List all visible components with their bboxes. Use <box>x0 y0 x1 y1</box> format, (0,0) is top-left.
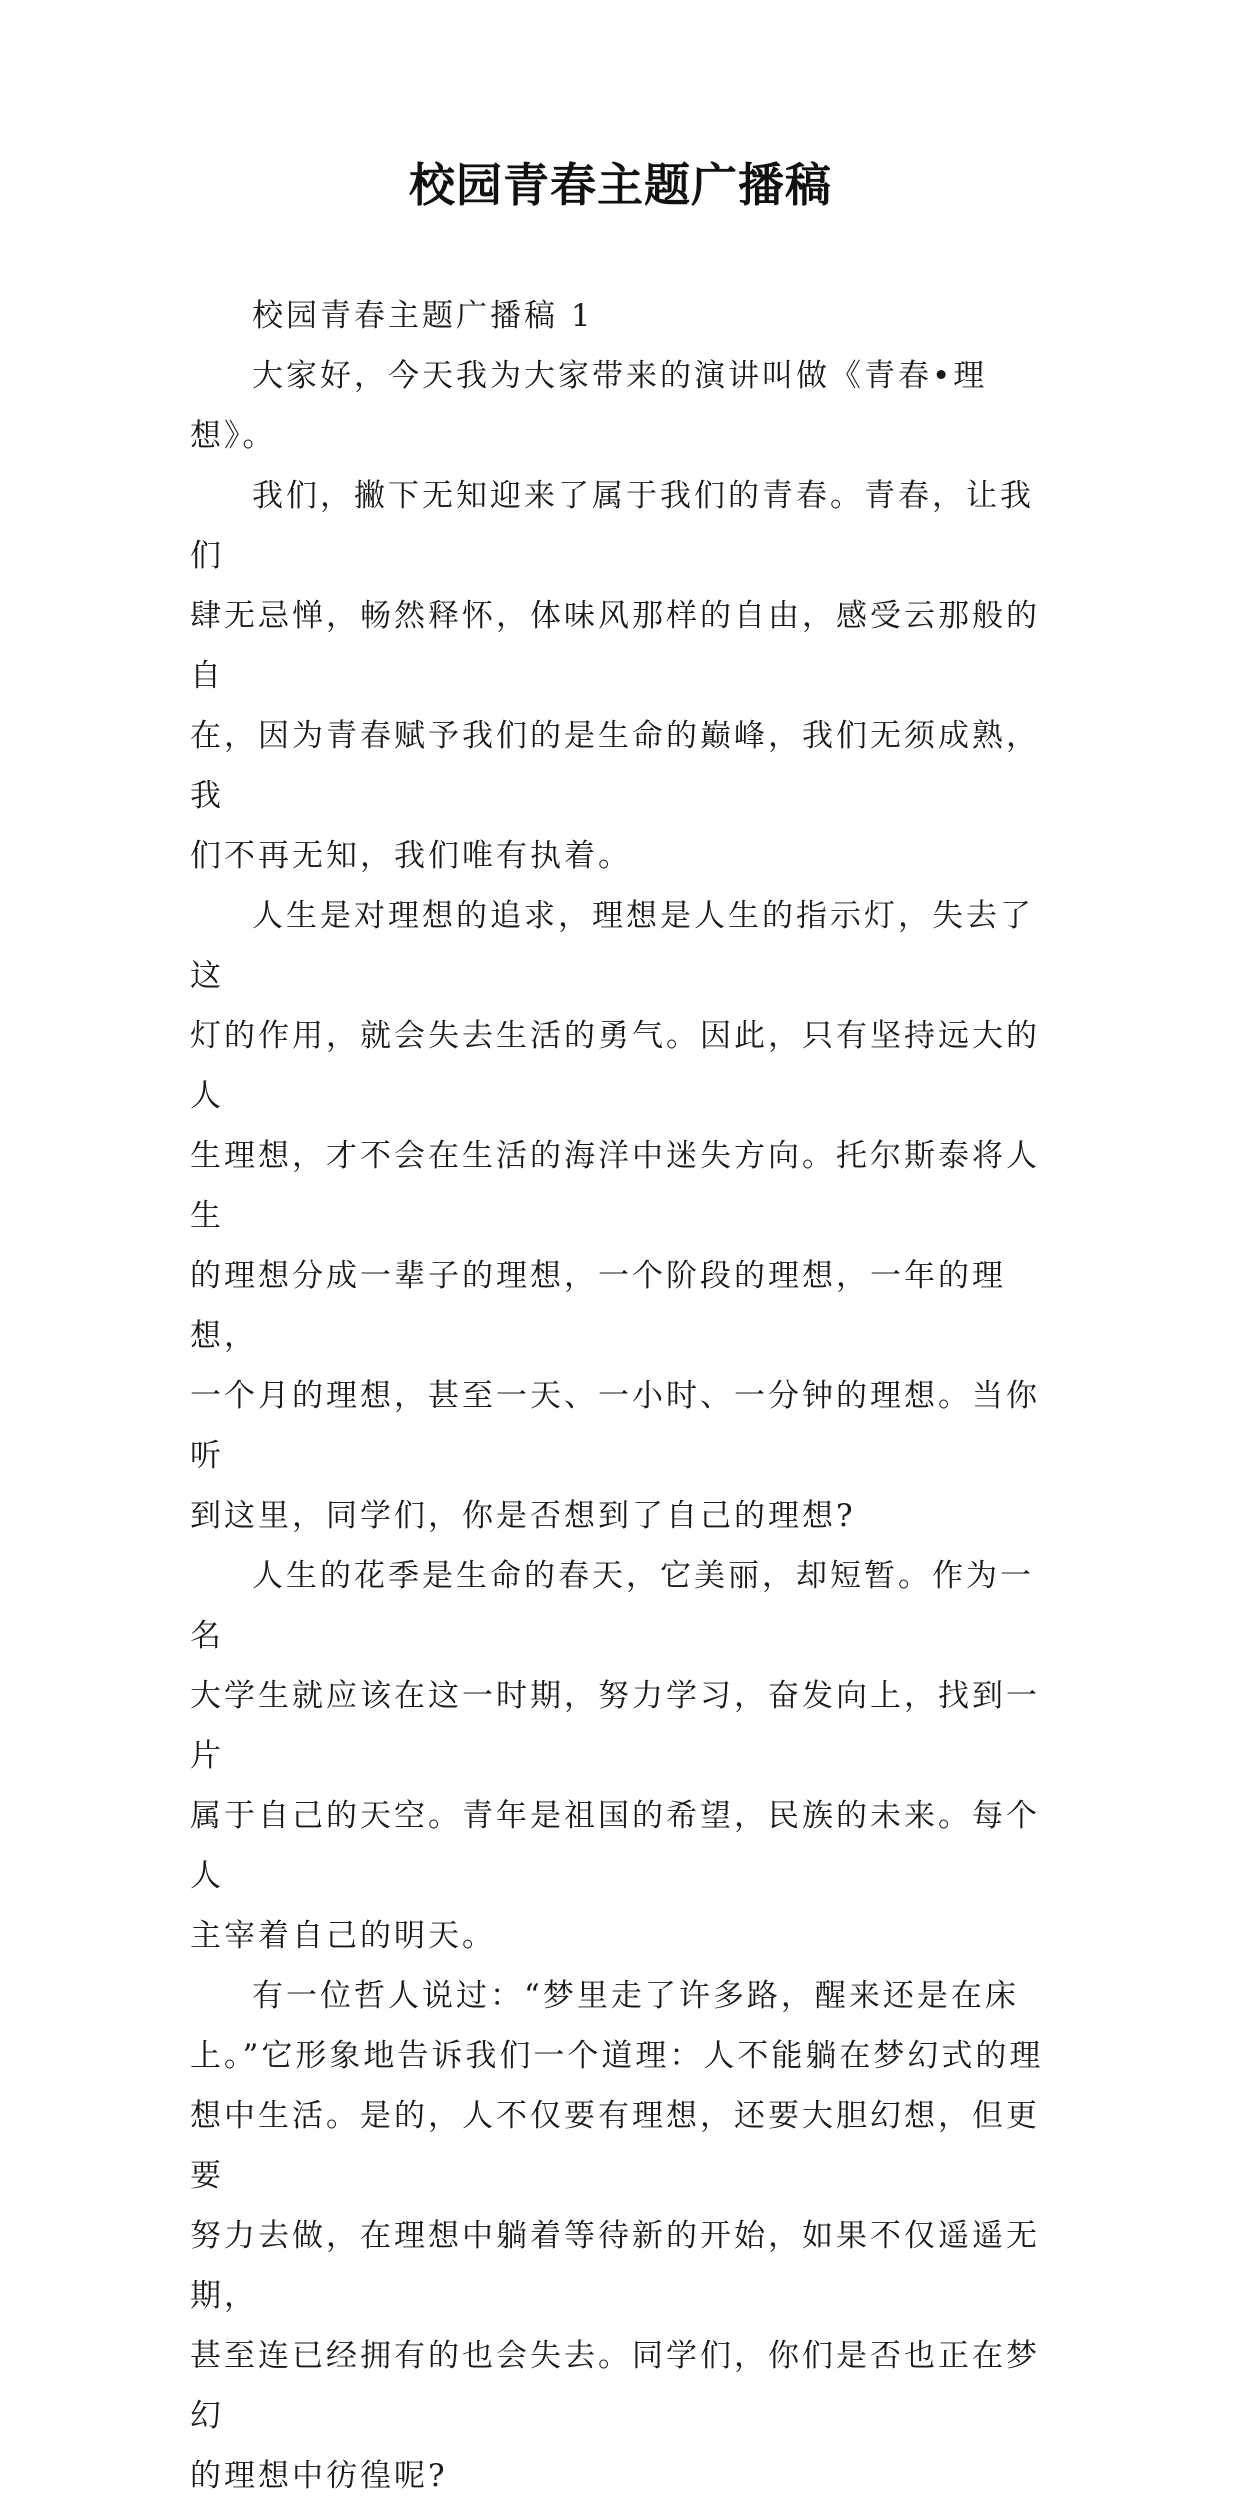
document-title: 校园青春主题广播稿 <box>409 158 832 212</box>
body-paragraph: 我们，撇下无知迎来了属于我们的青春。青春，让我们 肆无忌惮，畅然释怀，体味风那样的自由，感受云那般的自 在，因为青春赋予我们的是生命的巅峰，我们无须成熟，我 们不再无知，我们唯有执着。 <box>190 478 1040 874</box>
body-paragraph: 人生的花季是生命的春天，它美丽，却短暂。作为一名 大学生就应该在这一时期，努力学习，奋发向上，找到一片 属于自己的天空。青年是祖国的希望，民族的未来。每个人 主宰着自己的明天。 <box>190 1558 1040 1954</box>
body-paragraph: 有一位哲人说过：“梦里走了许多路，醒来还是在床 上。”它形象地告诉我们一个道理：人不能躺在梦幻式的理 想中生活。是的，人不仅要有理想，还要大胆幻想，但更要 努力去做，在理想中躺着等待新的开始，如果不仅遥遥无期， 甚至连已经拥有的也会失去。同学们，你们是否也正在梦幻 的理想中彷徨呢? <box>190 1978 1044 2494</box>
subtitle-paragraph: 校园青春主题广播稿 1 <box>252 298 594 334</box>
document-body <box>190 286 1050 2506</box>
body-paragraph: 大家好，今天我为大家带来的演讲叫做《青春•理想》。 <box>190 358 988 454</box>
body-paragraph: 人生是对理想的追求，理想是人生的指示灯，失去了这 灯的作用，就会失去生活的勇气。因此，只有坚持远大的人 生理想，才不会在生活的海洋中迷失方向。托尔斯泰将人生 的理想分成一辈子的理想，一个阶段的理想，一年的理想， 一个月的理想，甚至一天、一小时、一分钟的理想。当你听 到这里，同学们，你是否想到了自己的理想? <box>190 898 1040 1534</box>
